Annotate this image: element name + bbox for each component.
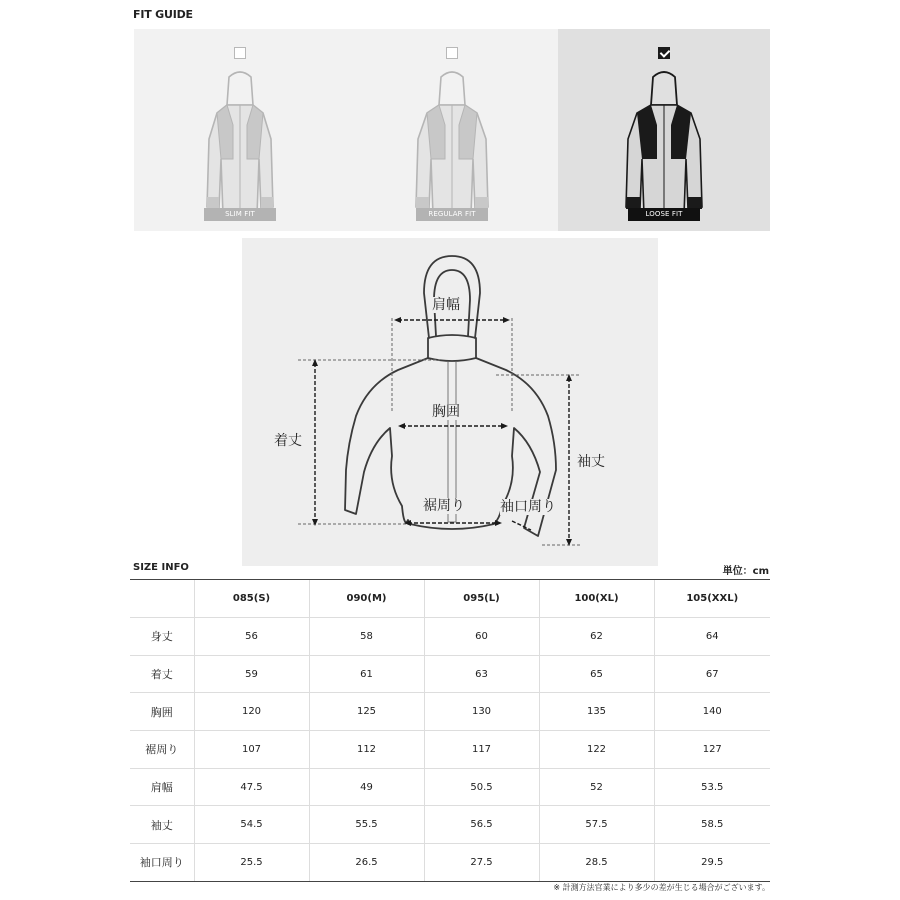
table-cell: 49 <box>309 768 424 806</box>
measurement-note: ※ 計測方法官業により多少の差が生じる場合がございます。 <box>553 883 770 892</box>
jacket-icon <box>623 69 705 221</box>
label-cuff: 袖口周り <box>500 499 556 515</box>
column-header: 100(XL) <box>539 580 654 618</box>
row-header: 袖口周り <box>130 844 194 882</box>
fit-label-slim: SLIM FIT <box>204 208 276 221</box>
table-cell: 27.5 <box>424 844 539 882</box>
checkbox-icon[interactable] <box>234 47 246 59</box>
table-cell: 140 <box>654 693 770 731</box>
table-cell: 127 <box>654 731 770 769</box>
column-header: 085(S) <box>194 580 309 618</box>
label-sleeve: 袖丈 <box>577 454 605 470</box>
table-row <box>130 844 770 882</box>
table-cell: 26.5 <box>309 844 424 882</box>
table-cell: 61 <box>309 655 424 693</box>
fit-option-loose[interactable] <box>558 29 770 231</box>
column-header <box>130 580 194 618</box>
checkbox-icon[interactable] <box>446 47 458 59</box>
table-cell: 53.5 <box>654 768 770 806</box>
column-header: 105(XXL) <box>654 580 770 618</box>
table-cell: 55.5 <box>309 806 424 844</box>
fit-label-regular: REGULAR FIT <box>416 208 488 221</box>
table-cell: 62 <box>539 618 654 656</box>
jacket-icon <box>199 69 281 221</box>
table-cell: 58.5 <box>654 806 770 844</box>
measurement-diagram <box>242 238 658 566</box>
table-cell: 120 <box>194 693 309 731</box>
fit-guide-title: FIT GUIDE <box>133 8 193 21</box>
table-cell: 135 <box>539 693 654 731</box>
unit-label: 単位：cm <box>722 566 769 577</box>
table-row <box>130 731 770 769</box>
table-cell: 54.5 <box>194 806 309 844</box>
table-cell: 64 <box>654 618 770 656</box>
table-cell: 130 <box>424 693 539 731</box>
table-cell: 25.5 <box>194 844 309 882</box>
table-cell: 107 <box>194 731 309 769</box>
table-row <box>130 806 770 844</box>
table-header-row <box>130 580 770 618</box>
table-cell: 56.5 <box>424 806 539 844</box>
size-table <box>130 579 770 882</box>
table-cell: 52 <box>539 768 654 806</box>
row-header: 裾周り <box>130 731 194 769</box>
label-length: 着丈 <box>274 433 302 449</box>
table-cell: 67 <box>654 655 770 693</box>
table-row <box>130 655 770 693</box>
table-cell: 47.5 <box>194 768 309 806</box>
table-cell: 50.5 <box>424 768 539 806</box>
table-cell: 58 <box>309 618 424 656</box>
table-cell: 117 <box>424 731 539 769</box>
checkbox-checked-icon[interactable] <box>658 47 670 59</box>
label-chest: 胸囲 <box>432 404 460 420</box>
fit-option-regular[interactable] <box>346 29 558 231</box>
fit-label-loose: LOOSE FIT <box>628 208 700 221</box>
size-info-title: SIZE INFO <box>133 562 189 573</box>
fit-guide-panels <box>134 29 770 231</box>
jacket-icon <box>411 69 493 221</box>
column-header: 095(L) <box>424 580 539 618</box>
table-cell: 63 <box>424 655 539 693</box>
table-cell: 28.5 <box>539 844 654 882</box>
row-header: 袖丈 <box>130 806 194 844</box>
jacket-outline-icon <box>242 238 658 566</box>
table-cell: 59 <box>194 655 309 693</box>
table-cell: 65 <box>539 655 654 693</box>
table-cell: 29.5 <box>654 844 770 882</box>
row-header: 身丈 <box>130 618 194 656</box>
row-header: 肩幅 <box>130 768 194 806</box>
row-header: 胸囲 <box>130 693 194 731</box>
table-row <box>130 768 770 806</box>
column-header: 090(M) <box>309 580 424 618</box>
row-header: 着丈 <box>130 655 194 693</box>
table-row <box>130 693 770 731</box>
table-cell: 122 <box>539 731 654 769</box>
label-hem: 裾周り <box>423 498 465 514</box>
table-row <box>130 618 770 656</box>
table-cell: 57.5 <box>539 806 654 844</box>
table-cell: 112 <box>309 731 424 769</box>
table-cell: 56 <box>194 618 309 656</box>
table-cell: 60 <box>424 618 539 656</box>
fit-option-slim[interactable] <box>134 29 346 231</box>
table-cell: 125 <box>309 693 424 731</box>
label-shoulder: 肩幅 <box>432 297 460 313</box>
